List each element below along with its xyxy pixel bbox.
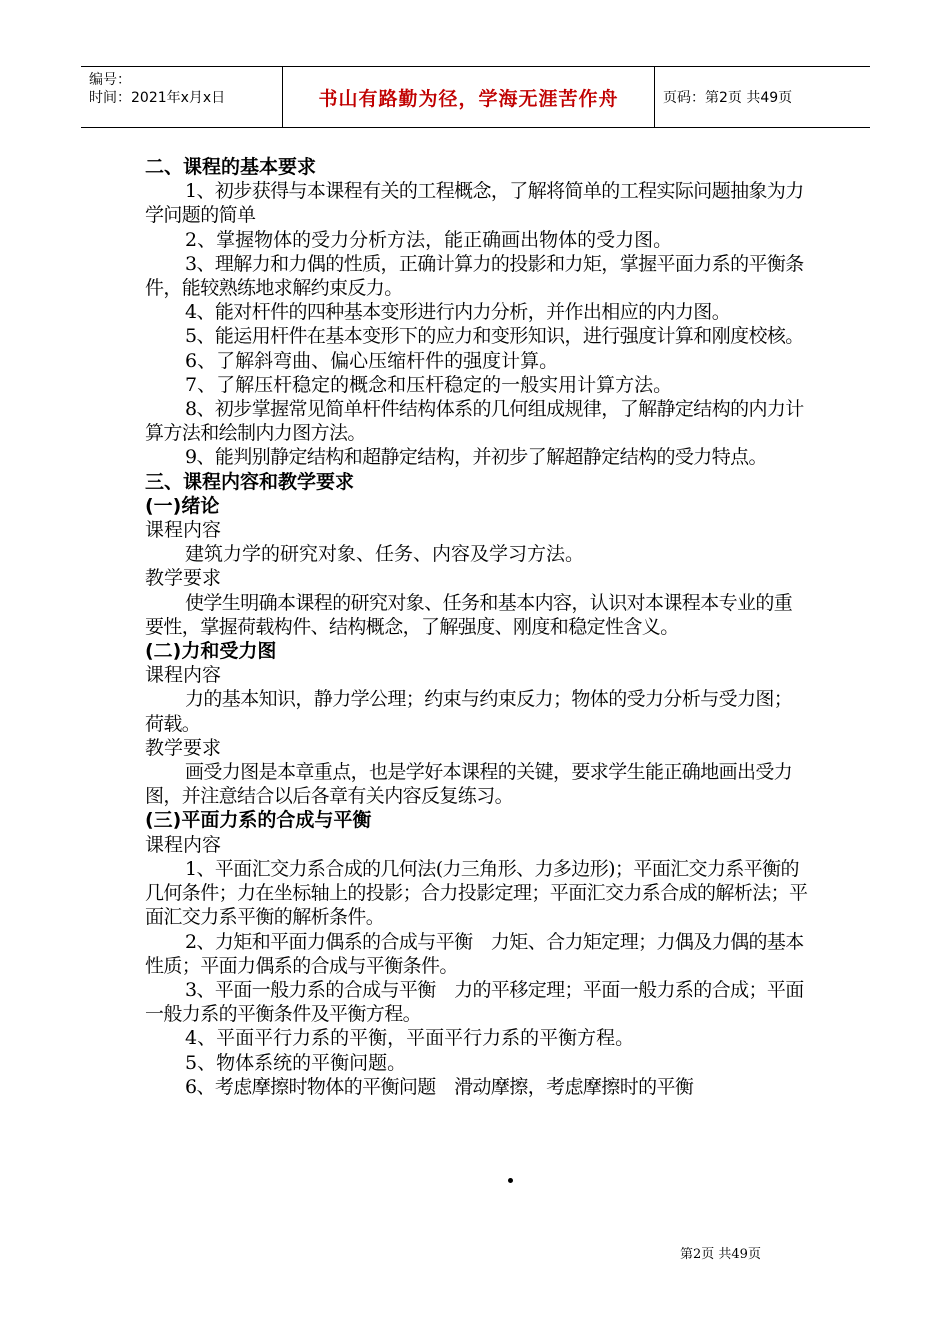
subsection-heading: (一)绪论 bbox=[145, 494, 220, 517]
paragraph: 2、掌握物体的受力分析方法，能正确画出物体的受力图。 bbox=[185, 228, 673, 251]
header-motto: 书山有路勤为径，学海无涯苦作舟 bbox=[283, 67, 655, 127]
number-label: 编号： bbox=[89, 72, 131, 88]
paragraph: 力的基本知识，静力学公理；约束与约束反力；物体的受力分析与受力图；荷载。 bbox=[145, 688, 793, 735]
paragraph: 画受力图是本章重点，也是学好本课程的关键，要求学生能正确地画出受力图，并注意结合以后各章有关内容反复练习。 bbox=[145, 761, 793, 808]
label-text: 教学要求 bbox=[145, 736, 222, 759]
paragraph: 1、初步获得与本课程有关的工程概念，了解将简单的工程实际问题抽象为力学问题的简单 bbox=[145, 180, 804, 227]
subsection-heading: (三)平面力系的合成与平衡 bbox=[145, 809, 372, 832]
label-text: 课程内容 bbox=[145, 833, 222, 856]
label-text: 课程内容 bbox=[145, 664, 222, 687]
document-body bbox=[145, 155, 810, 1099]
section-heading: 二、课程的基本要求 bbox=[145, 156, 317, 178]
label-text: 课程内容 bbox=[145, 519, 222, 542]
bullet-dot bbox=[508, 1178, 513, 1183]
header-meta bbox=[81, 67, 283, 127]
page-footer: 第2页 共49页 bbox=[680, 1247, 761, 1262]
paragraph: 8、初步掌握常见简单杆件结构体系的几何组成规律，了解静定结构的内力计算方法和绘制内力图方法。 bbox=[145, 398, 804, 445]
paragraph: 5、物体系统的平衡问题。 bbox=[185, 1051, 407, 1074]
paragraph: 9、能判别静定结构和超静定结构，并初步了解超静定结构的受力特点。 bbox=[185, 446, 767, 469]
time-label: 时间：2021年x月x日 bbox=[89, 90, 226, 106]
paragraph: 3、平面一般力系的合成与平衡 力的平移定理；平面一般力系的合成；平面一般力系的平衡条件及平衡方程。 bbox=[145, 978, 804, 1026]
page-header bbox=[81, 66, 870, 128]
paragraph: 4、平面平行力系的平衡，平面平行力系的平衡方程。 bbox=[185, 1027, 635, 1050]
paragraph: 2、力矩和平面力偶系的合成与平衡 力矩、合力矩定理；力偶及力偶的基本性质；平面力偶系的合成与平衡条件。 bbox=[145, 930, 804, 977]
paragraph: 6、考虑摩擦时物体的平衡问题 滑动摩擦，考虑摩擦时的平衡 bbox=[185, 1075, 694, 1098]
paragraph: 建筑力学的研究对象、任务、内容及学习方法。 bbox=[185, 543, 585, 566]
paragraph: 4、能对杆件的四种基本变形进行内力分析，并作出相应的内力图。 bbox=[185, 301, 731, 324]
header-page-label: 页码：第2页 共49页 bbox=[663, 90, 793, 106]
section-heading: 三、课程内容和教学要求 bbox=[145, 470, 355, 493]
paragraph: 1、平面汇交力系合成的几何法(力三角形、力多边形)；平面汇交力系平衡的几何条件；力在坐标轴上的投影；合力投影定理；平面汇交力系合成的解析法；平面汇交力系平衡的解析条件。 bbox=[145, 857, 808, 929]
label-text: 教学要求 bbox=[145, 567, 222, 590]
paragraph: 3、理解力和力偶的性质，正确计算力的投影和力矩，掌握平面力系的平衡条件，能较熟练地求解约束反力。 bbox=[145, 252, 804, 300]
paragraph: 5、能运用杆件在基本变形下的应力和变形知识，进行强度计算和刚度校核。 bbox=[185, 325, 804, 348]
subsection-heading: (二)力和受力图 bbox=[145, 640, 277, 663]
paragraph: 7、了解压杆稳定的概念和压杆稳定的一般实用计算方法。 bbox=[185, 373, 673, 396]
paragraph: 使学生明确本课程的研究对象、任务和基本内容，认识对本课程本专业的重要性，掌握荷载构件、结构概念，了解强度、刚度和稳定性含义。 bbox=[145, 591, 793, 638]
paragraph: 6、了解斜弯曲、偏心压缩杆件的强度计算。 bbox=[185, 349, 559, 372]
